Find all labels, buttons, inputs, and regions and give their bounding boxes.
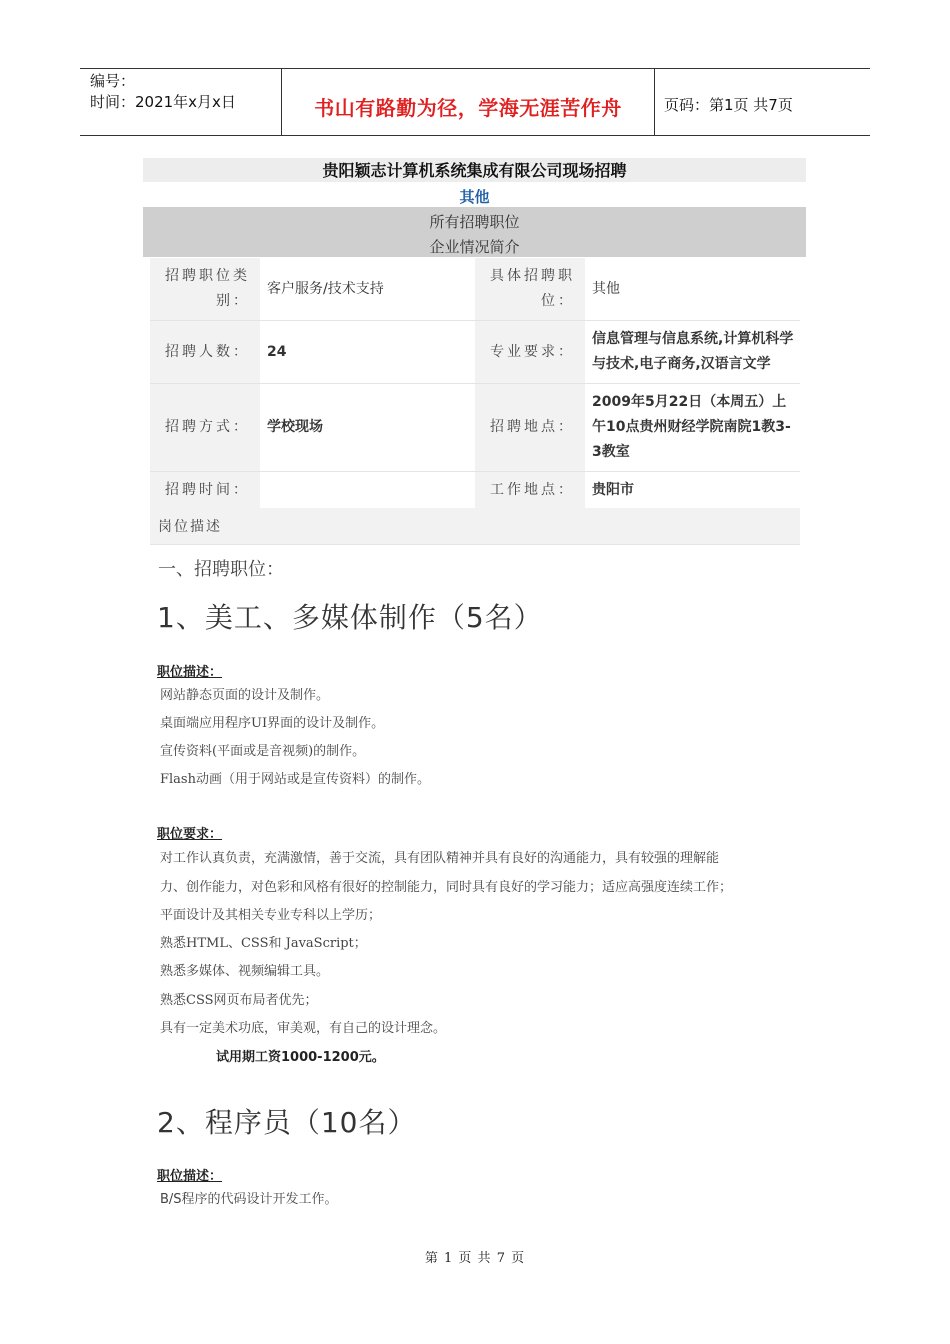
job1-requirement: 平面设计及其相关专业专科以上学历； [160,908,382,923]
job1-salary: 试用期工资1000-1200元。 [216,1050,385,1065]
cell-value [260,472,475,509]
cell-label: 专业要求： [475,321,585,383]
job1-duty: 网站静态页面的设计及制作。 [160,688,330,703]
job1-requirement: 熟悉多媒体、视频编辑工具。 [160,964,330,979]
cell-label: 具体招聘职位： [475,258,585,320]
page-title: 贵阳颖志计算机系统集成有限公司现场招聘 [143,158,806,182]
table-row [150,258,800,321]
cell-label: 工作地点： [475,472,585,509]
header-top-rule [80,68,870,69]
header-bottom-rule [80,135,870,136]
header-date: 时间：2021年x月x日 [90,93,236,111]
job1-req-label: 职位要求： [157,827,223,842]
tab-company-intro[interactable]: 企业情况简介 [429,238,520,256]
cell-label: 招聘方式： [150,384,260,471]
header-motto: 书山有路勤为径，学海无涯苦作舟 [314,96,622,120]
job1-requirement: 熟悉HTML、CSS和 JavaScript； [160,936,367,951]
cell-label: 招聘职位类别： [150,258,260,320]
job1-requirement: 熟悉CSS网页布局者优先； [160,993,318,1008]
header-divider-right [654,68,655,136]
tab-all-positions[interactable]: 所有招聘职位 [429,213,520,231]
job2-title: 2、程序员（10名） [157,1106,417,1139]
job1-title: 1、美工、多媒体制作（5名） [157,601,543,634]
header-page-info: 页码：第1页 共7页 [664,96,793,114]
page-subtitle: 其他 [459,188,490,206]
cell-value: 学校现场 [267,419,323,435]
table-row [150,384,800,472]
table-row [150,472,800,510]
cell-value: 贵阳市 [592,482,634,498]
table-row [150,321,800,384]
cell-label: 招聘地点： [475,384,585,471]
cell-value: 2009年5月22日（本周五）上午10点贵州财经学院南院1教3-3教室 [592,394,791,460]
job2-duty-label: 职位描述： [157,1169,223,1184]
job1-duty: 桌面端应用程序UI界面的设计及制作。 [160,716,385,731]
section-heading: 一、招聘职位： [158,559,284,580]
job2-duty: B/S程序的代码设计开发工作。 [160,1192,338,1207]
job1-requirement: 力、创作能力，对色彩和风格有很好的控制能力，同时具有良好的学习能力；适应高强度连续工作； [160,880,733,895]
cell-label: 招聘人数： [150,321,260,383]
cell-value: 24 [267,343,287,360]
header-meta [90,71,236,113]
cell-label: 招聘时间： [150,472,260,509]
job1-duty-label: 职位描述： [157,665,223,680]
info-table [150,258,800,510]
job1-duty: 宣传资料(平面或是音视频)的制作。 [160,744,366,759]
job-description-header: 岗位描述 [150,508,800,545]
job1-requirement: 具有一定美术功底，审美观，有自己的设计理念。 [160,1021,447,1036]
header-code: 编号： [90,72,136,90]
job1-requirement: 对工作认真负责，充满激情，善于交流，具有团队精神并具有良好的沟通能力，具有较强的理解能 [160,851,720,866]
job1-duty: Flash动画（用于网站或是宣传资料）的制作。 [160,772,430,787]
cell-value: 其他 [592,280,620,297]
cell-value: 客户服务/技术支持 [267,280,384,297]
page-footer: 第 1 页 共 7 页 [424,1251,526,1266]
cell-value: 信息管理与信息系统,计算机科学与技术,电子商务,汉语言文学 [592,331,794,372]
